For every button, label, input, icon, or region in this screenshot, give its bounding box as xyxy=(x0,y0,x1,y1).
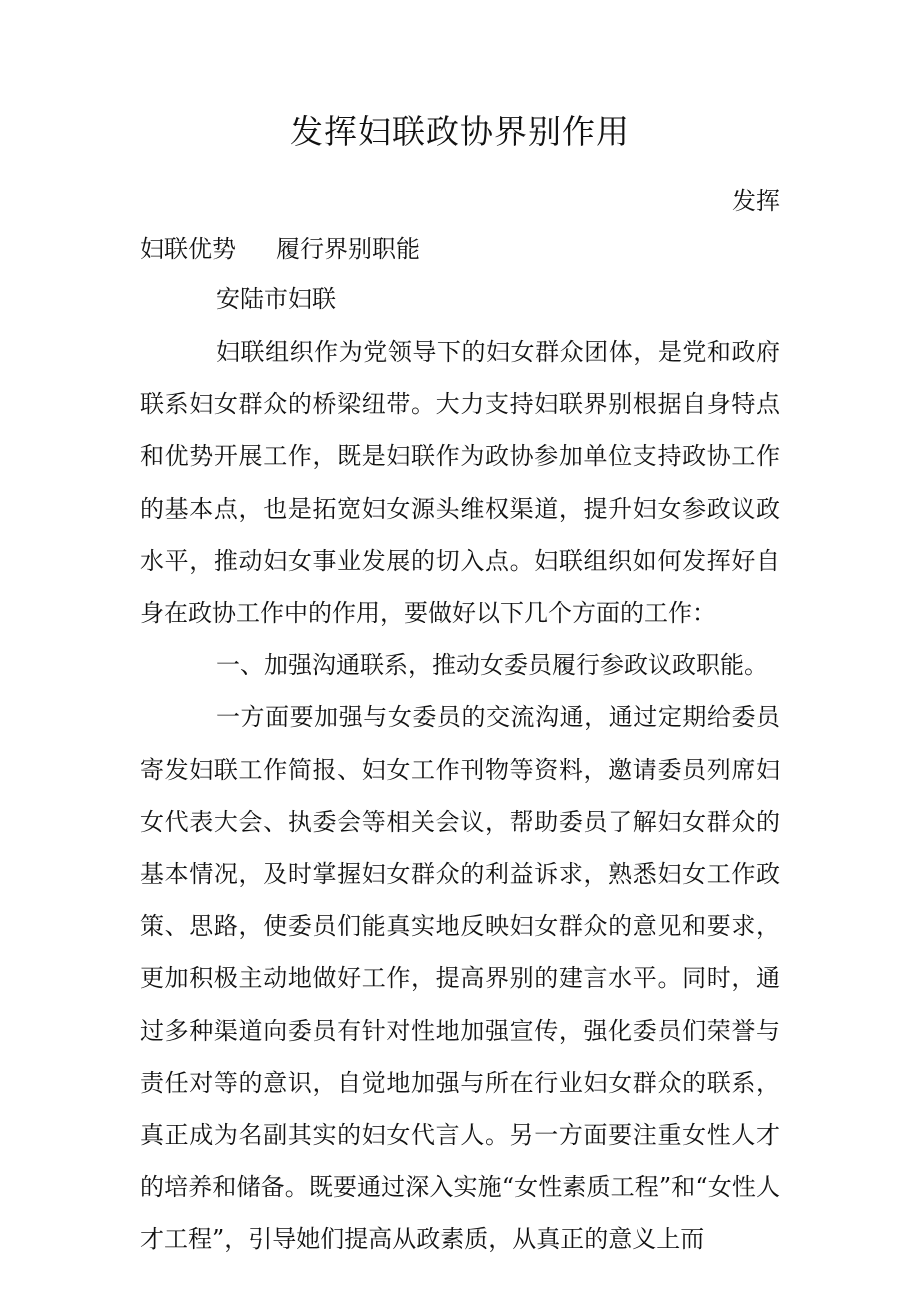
subtitle-part-a: 妇联优势 xyxy=(140,235,236,263)
document-body xyxy=(140,326,780,1266)
paragraph-intro: 妇联组织作为党领导下的妇女群众团体，是党和政府联系妇女群众的桥梁纽带。大力支持妇联界别根据自身特点和优势开展工作，既是妇联作为政协参加单位支持政协工作的基本点，也是拓宽妇女源头维权渠道，提升妇女参政议政水平，推动妇女事业发展的切入点。妇联组织如何发挥好自身在政协工作中的作用，要做好以下几个方面的工作： xyxy=(140,338,780,628)
author-line: 安陆市妇联 xyxy=(216,285,336,313)
subtitle-part-b: 履行界别职能 xyxy=(276,235,420,263)
document-title: 发挥妇联政协界别作用 xyxy=(290,112,630,151)
paragraph-heading-1: 一、加强沟通联系，推动女委员履行参政议政职能。 xyxy=(216,651,768,680)
subtitle-line-1: 发挥 xyxy=(732,187,780,215)
subtitle-line-2 xyxy=(140,234,420,264)
paragraph-body-1: 一方面要加强与女委员的交流沟通，通过定期给委员寄发妇联工作简报、妇女工作刊物等资料，邀请委员列席妇女代表大会、执委会等相关会议，帮助委员了解妇女群众的基本情况，及时掌握妇女群众的利益诉求，熟悉妇女工作政策、思路，使委员们能真实地反映妇女群众的意见和要求，更加积极主动地做好工作，提高界别的建言水平。同时，通过多种渠道向委员有针对性地加强宣传，强化委员们荣誉与责任对等的意识，自觉地加强与所在行业妇女群众的联系，真正成为名副其实的妇女代言人。另一方面要注重女性人才的培养和储备。既要通过深入实施“女性素质工程”和“女性人才工程”，引导她们提高从政素质，从真正的意义上而 xyxy=(140,703,780,1254)
